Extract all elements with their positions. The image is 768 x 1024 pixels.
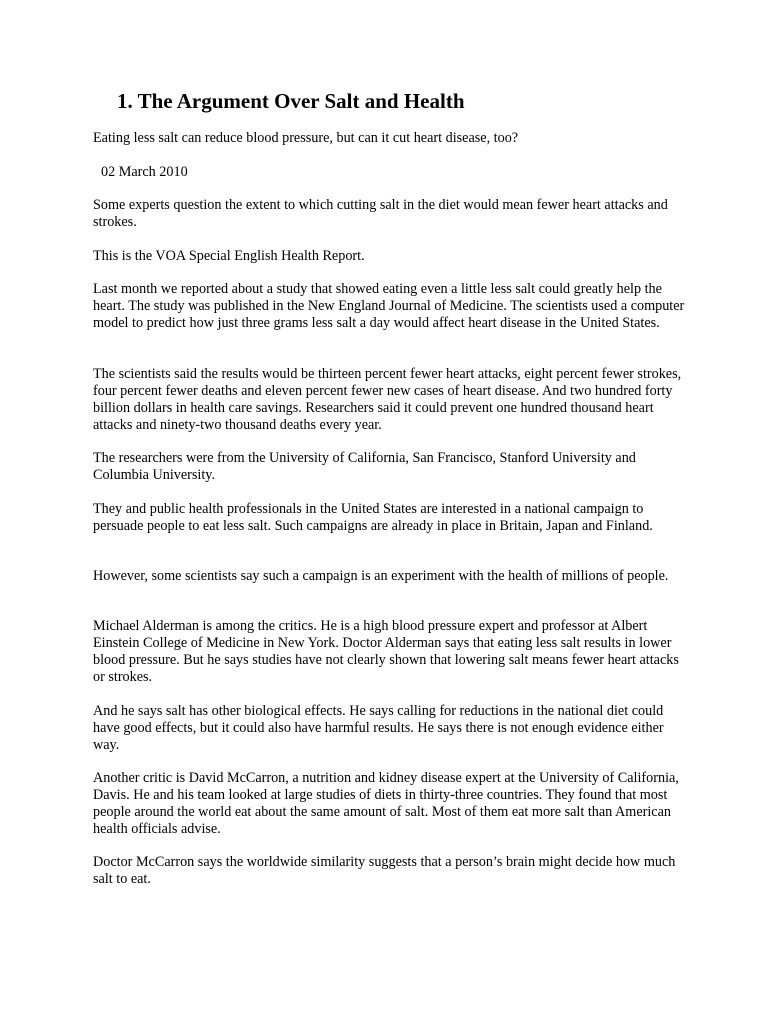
article-subtitle: Eating less salt can reduce blood pressure, but can it cut heart disease, too? <box>93 130 519 146</box>
paragraph: They and public health professionals in the United States are interested in a national campaign to persuade people to eat less salt. Such campaigns are already in place in Britain, Japan and Finland. <box>93 501 653 534</box>
article-date: 02 March 2010 <box>101 164 188 180</box>
paragraph: Doctor McCarron says the worldwide similarity suggests that a person’s brain might decide how much salt to eat. <box>93 854 676 887</box>
paragraph: This is the VOA Special English Health Report. <box>93 248 365 264</box>
paragraph: Some experts question the extent to which cutting salt in the diet would mean fewer heart attacks and strokes. <box>93 197 668 230</box>
article-title: 1. The Argument Over Salt and Health <box>117 89 465 113</box>
paragraph: Last month we reported about a study that showed eating even a little less salt could greatly help the heart. The study was published in the New England Journal of Medicine. The scientists used a computer model to predict how just three grams less salt a day would affect heart disease in the United States. <box>93 281 685 331</box>
paragraph: However, some scientists say such a campaign is an experiment with the health of millions of people. <box>93 568 669 584</box>
paragraph: Another critic is David McCarron, a nutrition and kidney disease expert at the University of California, Davis. He and his team looked at large studies of diets in thirty-three countries. They found that most people around the world eat about the same amount of salt. Most of them eat more salt than American health officials advise. <box>93 770 679 837</box>
paragraph: And he says salt has other biological effects. He says calling for reductions in the national diet could have good effects, but it could also have harmful results. He says there is not enough evidence either way. <box>93 703 664 753</box>
paragraph: Michael Alderman is among the critics. He is a high blood pressure expert and professor at Albert Einstein College of Medicine in New York. Doctor Alderman says that eating less salt results in lower blood pressure. But he says studies have not clearly shown that lowering salt means fewer heart attacks or strokes. <box>93 618 679 685</box>
paragraph: The scientists said the results would be thirteen percent fewer heart attacks, eight percent fewer strokes, four percent fewer deaths and eleven percent fewer new cases of heart disease. And two hundred forty billion dollars in health care savings. Researchers said it could prevent one hundred thousand heart attacks and ninety-two thousand deaths every year. <box>93 366 682 433</box>
paragraph: The researchers were from the University of California, San Francisco, Stanford University and Columbia University. <box>93 450 636 483</box>
